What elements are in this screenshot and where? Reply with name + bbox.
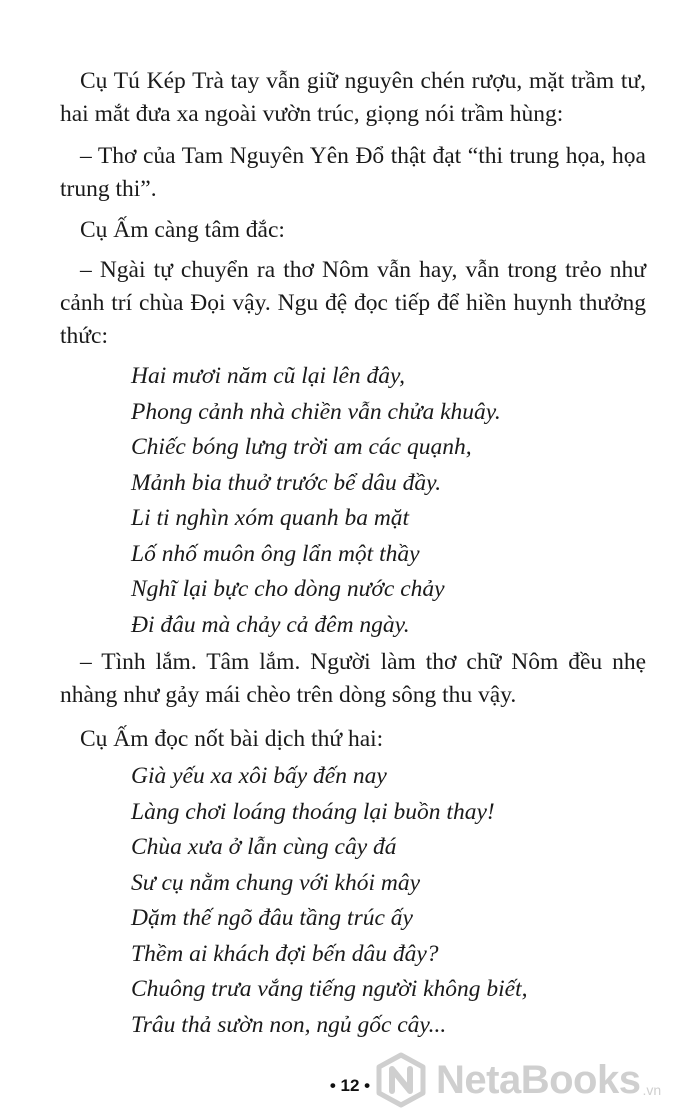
poem-line: Phong cảnh nhà chiền vẫn chửa khuây. (131, 398, 501, 425)
poem-1 (131, 359, 501, 643)
paragraph-3: Cụ Ấm càng tâm đắc: (80, 217, 285, 243)
poem-line: Trâu thả sườn non, ngủ gốc cây... (131, 1011, 447, 1038)
poem-line: Già yếu xa xôi bấy đến nay (131, 763, 387, 789)
poem-line: Làng chơi loáng thoáng lại buồn thay! (131, 798, 495, 825)
poem-line: Li ti nghìn xóm quanh ba mặt (131, 505, 410, 531)
page-number: • 12 • (329, 1076, 371, 1095)
paragraph-1: Cụ Tú Kép Trà tay vẫn giữ nguyên chén rượu, mặt trầm tư, hai mắt đưa xa ngoài vườn trúc, giọng nói trầm hùng: (60, 68, 646, 127)
poem-line: Thềm ai khách đợi bến dâu đây? (131, 940, 439, 967)
poem-2 (131, 759, 528, 1043)
paragraph-4: – Ngài tự chuyển ra thơ Nôm vẫn hay, vẫn trong trẻo như cảnh trí chùa Đọi vậy. Ngu đệ đọc tiếp để hiền huynh thưởng thức: (60, 257, 646, 349)
poem-line: Chùa xưa ở lẫn cùng cây đá (131, 834, 397, 860)
watermark-suffix: .vn (642, 1082, 662, 1098)
poem-line: Hai mươi năm cũ lại lên đây, (131, 363, 406, 389)
netabooks-logo-icon (372, 1051, 430, 1109)
poem-line: Lố nhố muôn ông lẩn một thầy (131, 540, 420, 567)
poem-line: Dặm thế ngõ đâu tầng trúc ấy (131, 905, 413, 931)
paragraph-2: – Thơ của Tam Nguyên Yên Đổ thật đạt “thi trung họa, họa trung thi”. (60, 143, 646, 202)
poem-line: Sư cụ nằm chung với khói mây (131, 869, 421, 896)
poem-line: Chuông trưa vắng tiếng người không biết, (131, 976, 528, 1002)
poem-line: Nghĩ lại bực cho dòng nước chảy (131, 576, 445, 602)
poem-line: Chiếc bóng lưng trời am các quạnh, (131, 434, 472, 460)
poem-line: Đi đâu mà chảy cả đêm ngày. (131, 611, 410, 638)
netabooks-watermark (372, 1050, 692, 1110)
watermark-brand: NetaBooks (436, 1057, 641, 1102)
paragraph-5: – Tình lắm. Tâm lắm. Người làm thơ chữ Nôm đều nhẹ nhàng như gảy mái chèo trên dòng sông thu vậy. (60, 649, 646, 708)
paragraph-6: Cụ Ấm đọc nốt bài dịch thứ hai: (80, 726, 384, 752)
poem-line: Mảnh bia thuở trước bể dâu đầy. (131, 469, 442, 496)
